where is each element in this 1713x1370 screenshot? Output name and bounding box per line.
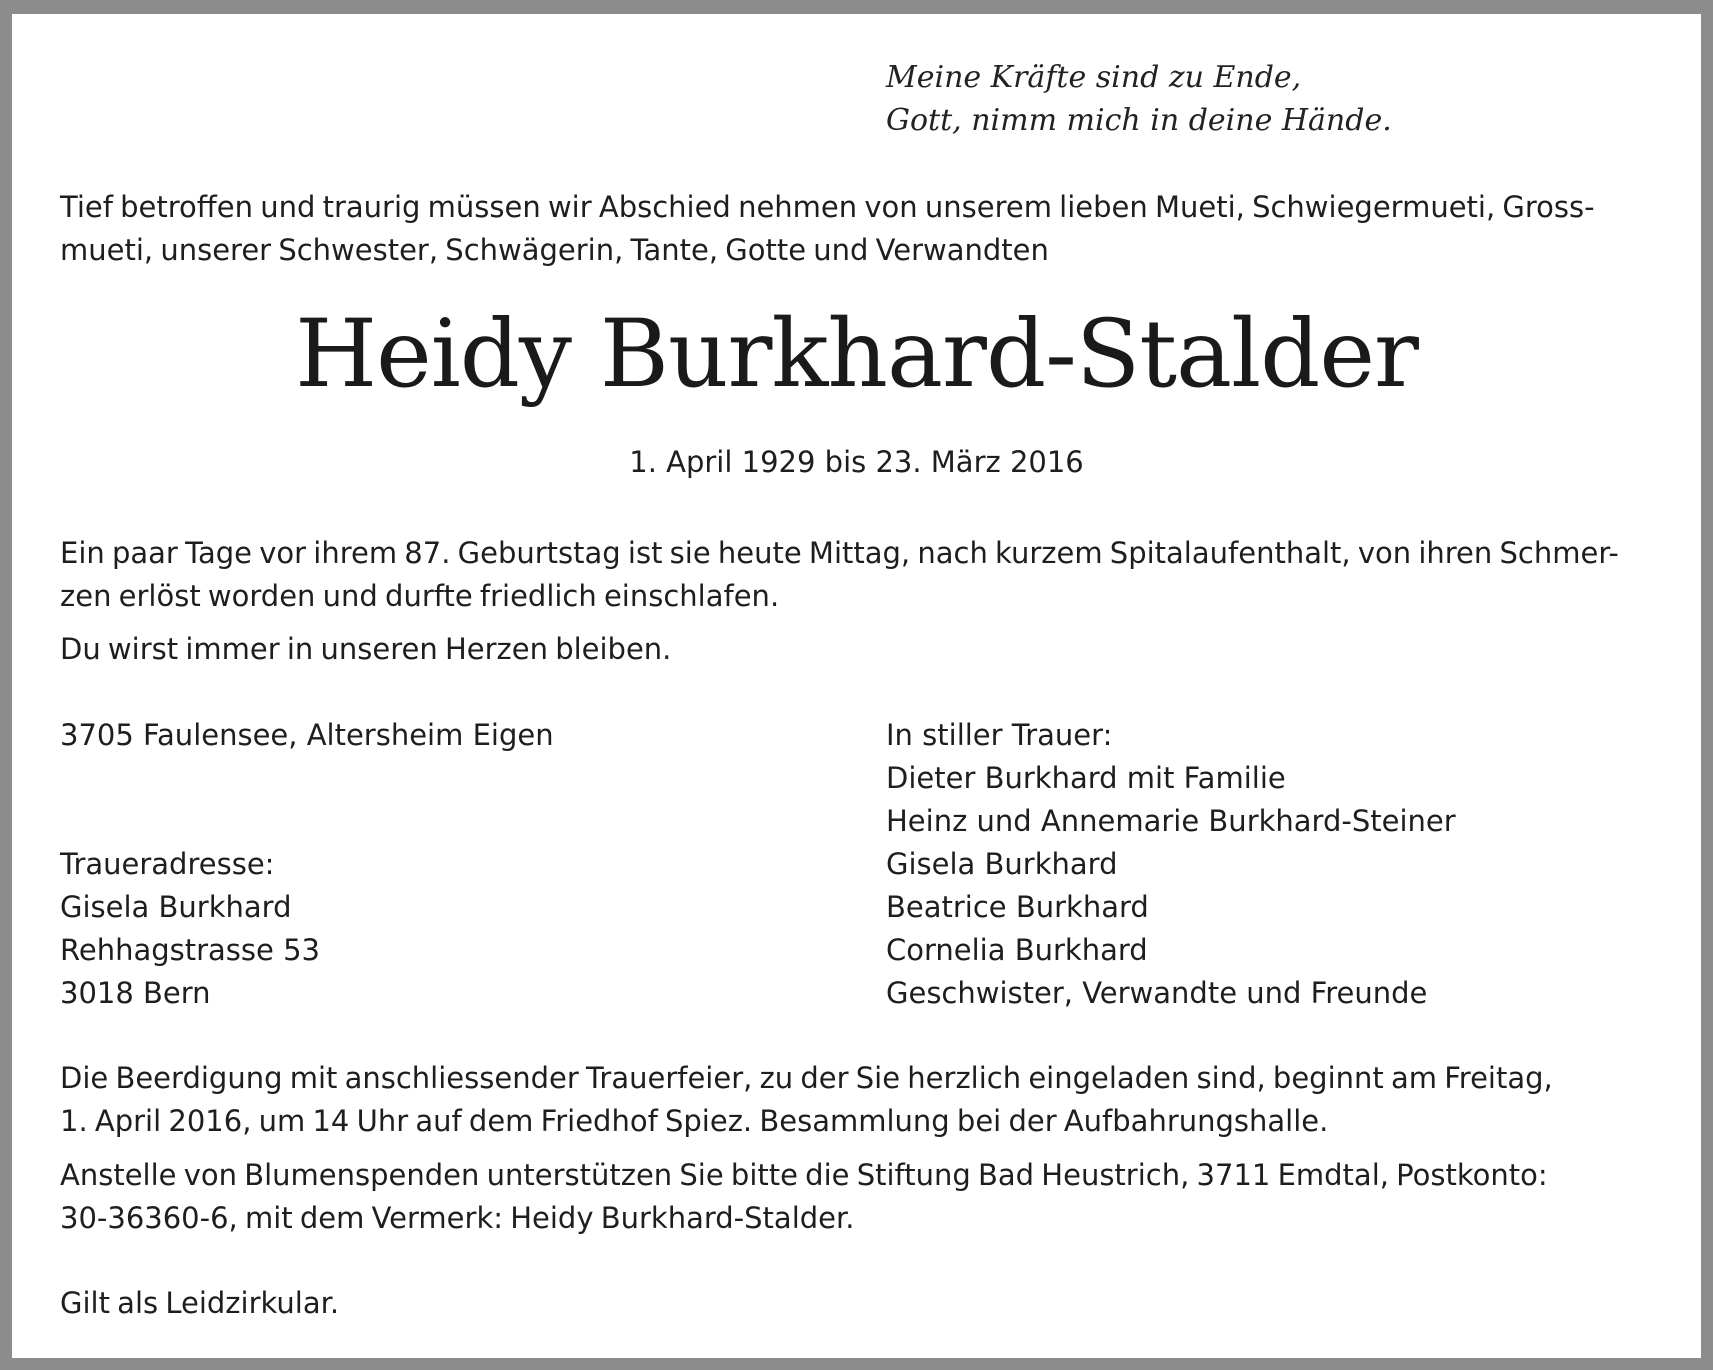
motto-line: Meine Kräfte sind zu Ende, (886, 60, 1302, 95)
mourning-address-city: 3018 Bern (60, 976, 211, 1010)
mourners-column (886, 714, 1456, 1015)
passing-line: Ein paar Tage vor ihrem 87. Geburtstag ist sie heute Mittag, nach kurzem Spitalaufenthalt, von ihren Schmer- (60, 536, 1619, 570)
life-dates: 1. April 1929 bis 23. März 2016 (629, 445, 1084, 479)
residence: 3705 Faulensee, Altersheim Eigen (60, 718, 554, 752)
funeral-paragraph (60, 1057, 1653, 1143)
mourner-entry: Geschwister, Verwandte und Freunde (886, 976, 1428, 1010)
motto-verse (886, 56, 1392, 142)
mourners-heading: In stiller Trauer: (886, 718, 1113, 752)
mourning-address-street: Rehhagstrasse 53 (60, 933, 320, 967)
funeral-line: Die Beerdigung mit anschliessender Trauerfeier, zu der Sie herzlich eingeladen sind, beginnt am Freitag, (60, 1061, 1553, 1095)
intro-line: mueti, unserer Schwester, Schwägerin, Tante, Gotte und Verwandten (60, 233, 1049, 267)
mourner-entry: Heinz und Annemarie Burkhard-Steiner (886, 804, 1456, 838)
spacer (60, 757, 554, 800)
intro-line: Tief betroffen und traurig müssen wir Abschied nehmen von unserem lieben Mueti, Schwiegermueti, Gross- (60, 190, 1595, 224)
mourner-entry: Dieter Burkhard mit Familie (886, 761, 1286, 795)
remember-line: Du wirst immer in unseren Herzen bleiben. (60, 632, 672, 666)
mourner-entry: Gisela Burkhard (886, 847, 1118, 881)
mourner-entry: Cornelia Burkhard (886, 933, 1148, 967)
passing-paragraph (60, 532, 1653, 618)
donation-line: 30-36360-6, mit dem Vermerk: Heidy Burkhard-Stalder. (60, 1201, 855, 1235)
motto-line: Gott, nimm mich in deine Hände. (886, 103, 1392, 138)
spacer (60, 800, 554, 843)
address-column (60, 714, 554, 1015)
intro-paragraph (60, 186, 1653, 272)
mourner-entry: Beatrice Burkhard (886, 890, 1149, 924)
donation-paragraph (60, 1154, 1653, 1240)
donation-line: Anstelle von Blumenspenden unterstützen Sie bitte die Stiftung Bad Heustrich, 3711 Emdtal, Postkonto: (60, 1158, 1548, 1192)
funeral-line: 1. April 2016, um 14 Uhr auf dem Friedhof Spiez. Besammlung bei der Aufbahrungshalle. (60, 1104, 1329, 1138)
obituary-page (12, 14, 1701, 1358)
closing-note: Gilt als Leidzirkular. (60, 1286, 340, 1320)
mourning-address-heading: Traueradresse: (60, 847, 275, 881)
deceased-name: Heidy Burkhard-Stalder (295, 300, 1418, 409)
passing-line: zen erlöst worden und durfte friedlich einschlafen. (60, 579, 780, 613)
mourning-address-name: Gisela Burkhard (60, 890, 292, 924)
